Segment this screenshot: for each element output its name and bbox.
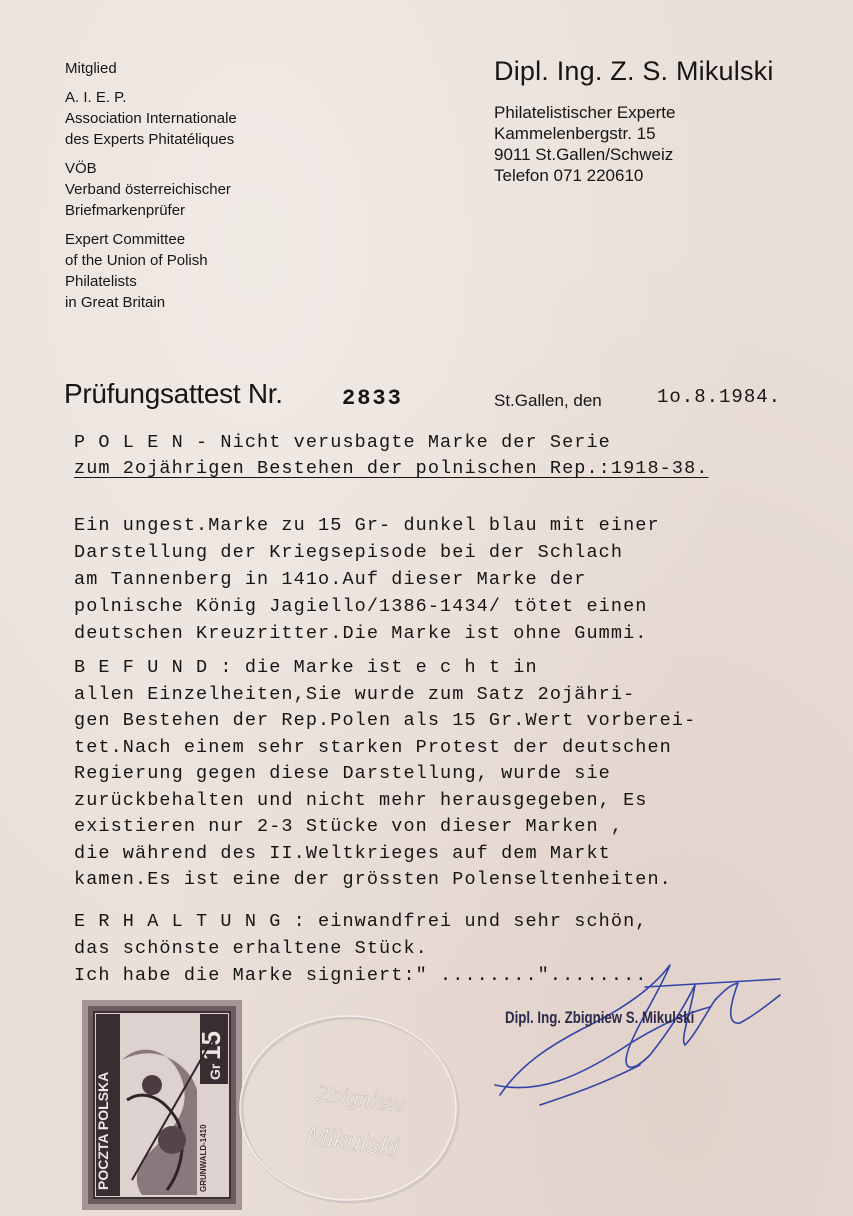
emboss-line1: Zbigniew bbox=[314, 1080, 406, 1118]
stamp-country-text: POCZTA POLSKA bbox=[95, 1071, 111, 1190]
attest-date: 1o.8.1984. bbox=[657, 386, 782, 408]
p4-line1: E R H A L T U N G : einwandfrei und sehr schön, bbox=[74, 911, 648, 932]
p4-line3: Ich habe die Marke signiert:" ........"........ bbox=[74, 965, 648, 986]
p3-line9: kamen.Es ist eine der grössten Polenseltenheiten. bbox=[74, 869, 672, 890]
p3-line4: tet.Nach einem sehr starken Protest der deutschen bbox=[74, 736, 672, 758]
p2-line2: Darstellung der Kriegsepisode bei der Schlach bbox=[74, 542, 624, 563]
p1-line1: P O L E N - Nicht verusbagte Marke der Serie bbox=[74, 432, 611, 453]
expert-title: Philatelistischer Experte bbox=[494, 103, 676, 122]
member-label: Mitglied bbox=[65, 60, 117, 77]
aiep-abbr: A. I. E. P. bbox=[65, 89, 127, 106]
p3-line8: die während des II.Weltkrieges auf dem Markt bbox=[74, 842, 611, 864]
p2-line1: Ein ungest.Marke zu 15 Gr- dunkel blau mit einer bbox=[74, 515, 660, 536]
expert-address bbox=[494, 102, 675, 186]
attest-place: St.Gallen, den bbox=[494, 391, 602, 410]
p2-line3: am Tannenberg in 141o.Auf dieser Marke der bbox=[74, 569, 587, 590]
attest-number: 2833 bbox=[342, 386, 403, 411]
p2-line5: deutschen Kreuzritter.Die Marke ist ohne Gummi. bbox=[74, 623, 648, 644]
aiep-line2: des Experts Phitatéliques bbox=[65, 131, 235, 148]
vob-abbr: VÖB bbox=[65, 160, 97, 177]
postage-stamp-image bbox=[82, 1000, 242, 1210]
aiep-line1: Association Internationale bbox=[65, 110, 237, 127]
emboss-seal bbox=[235, 1010, 465, 1210]
emboss-line2: Mikulski bbox=[304, 1119, 401, 1163]
paragraph-subject bbox=[74, 430, 709, 482]
vob-line1: Verband österreichischer bbox=[65, 181, 231, 198]
stamp-unit-text: Gr bbox=[207, 1063, 223, 1080]
paragraph-description bbox=[74, 512, 660, 647]
p3-line6: zurückbehalten und nicht mehr herausgegeben, Es bbox=[74, 789, 648, 811]
expert-street: Kammelenbergstr. 15 bbox=[494, 124, 656, 143]
paragraph-befund bbox=[74, 655, 696, 894]
p4-line2: das schönste erhaltene Stück. bbox=[74, 938, 428, 959]
p3-line3: gen Bestehen der Rep.Polen als 15 Gr.Wert vorberei- bbox=[74, 710, 697, 731]
membership-block bbox=[65, 58, 237, 313]
committee-line3: Philatelists bbox=[65, 273, 137, 290]
committee-line1: Expert Committee bbox=[65, 231, 186, 248]
expert-name: Dipl. Ing. Z. S. Mikulski bbox=[494, 56, 774, 86]
committee-line2: of the Union of Polish bbox=[65, 252, 208, 269]
expert-city: 9011 St.Gallen/Schweiz bbox=[494, 145, 674, 164]
expert-phone: Telefon 071 220610 bbox=[494, 166, 644, 185]
p3-line1: B E F U N D : die Marke ist e c h t in bbox=[74, 657, 538, 678]
p2-line4: polnische König Jagiello/1386-1434/ tötet einen bbox=[74, 596, 648, 617]
vob-line2: Briefmarkenprüfer bbox=[65, 202, 186, 219]
p1-line2: zum 2ojährigen Bestehen der polnischen Rep.:1918-38. bbox=[74, 458, 709, 479]
attest-label: Prüfungsattest Nr. bbox=[64, 378, 283, 409]
p3-line2: allen Einzelheiten,Sie wurde zum Satz 2ojähri- bbox=[74, 683, 636, 705]
committee-line4: in Great Britain bbox=[65, 294, 166, 311]
p3-line5: Regierung gegen diese Darstellung, wurde sie bbox=[74, 763, 611, 784]
stamp-caption-text: GRUNWALD-1410 bbox=[199, 1124, 208, 1192]
handwritten-signature bbox=[480, 945, 800, 1115]
p3-line7: existieren nur 2-3 Stücke von dieser Marken , bbox=[74, 816, 624, 837]
signature-stamp: Dipl. Ing. Zbigniew S. Mikulski bbox=[505, 1008, 695, 1027]
stamp-value-text: 15 bbox=[196, 1031, 226, 1060]
